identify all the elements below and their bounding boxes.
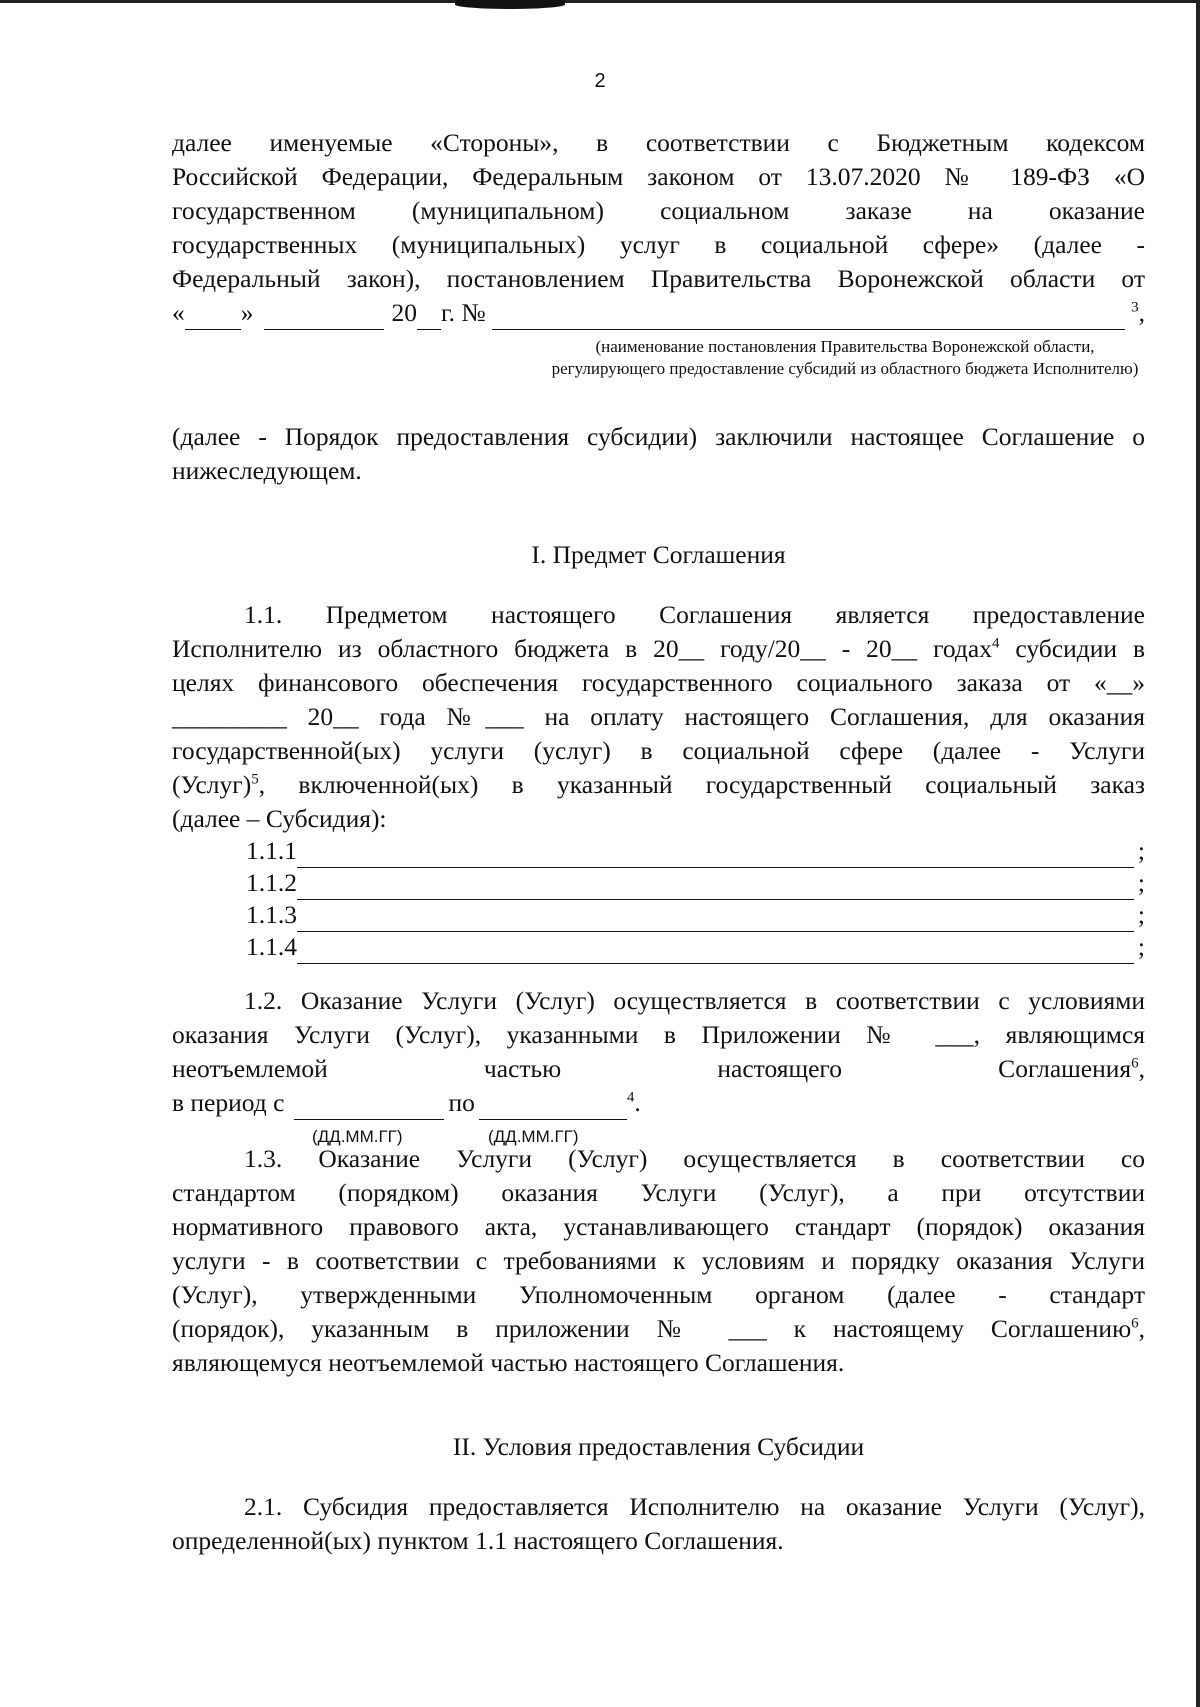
clause-1-1-line: (Услуг)$^5$, включенной(ых) в указанный государственный социальный заказ	[172, 770, 1145, 799]
period-end-blank	[479, 1095, 627, 1120]
clause-1-1-line: (далее – Субсидия):	[172, 804, 387, 833]
clause-1-2-line: оказания Услуги (Услуг), указанными в Приложении № ___, являющимся	[172, 1020, 1145, 1049]
clause-1-1-line: целях финансового обеспечения государственного социального заказа от «__»	[172, 668, 1145, 697]
clause-2-1-line: определенной(ых) пунктом 1.1 настоящего Соглашения.	[172, 1526, 784, 1555]
clause-1-3-line: 1.3. Оказание Услуги (Услуг) осуществляется в соответствии со	[244, 1144, 1145, 1173]
resolution-date-row	[172, 296, 1145, 330]
clause-2-1-line: 2.1. Субсидия предоставляется Исполнителю на оказание Услуги (Услуг),	[244, 1492, 1145, 1521]
scan-mark	[455, 0, 565, 9]
clause-1-3-line: нормативного правового акта, устанавливающего стандарт (порядок) оказания	[172, 1212, 1145, 1241]
clause-1-1-line: _________ 20__ года №___ на оплату настоящего Соглашения, для оказания	[172, 702, 1145, 731]
intro-line: Федеральный закон), постановлением Правительства Воронежской области от	[172, 264, 1145, 293]
item-row: 1.1.4 ;	[172, 932, 1145, 964]
number-label: г. №	[441, 298, 486, 327]
resolution-caption: (наименование постановления Правительства Воронежской области, регулирующего предоставление субсидий из областного бюджета Исполнителю)	[551, 337, 1139, 378]
clause-1-3-line: (Услуг), утвержденными Уполномоченным органом (далее - стандарт	[172, 1280, 1145, 1309]
period-mid: по	[448, 1088, 475, 1117]
clause-1-1-line: 1.1. Предметом настоящего Соглашения является предоставление	[244, 600, 1145, 629]
month-blank	[264, 305, 384, 330]
clause-1-3-line: услуги - в соответствии с требованиями к условиям и порядку оказания Услуги	[172, 1246, 1145, 1275]
section-2-title: II. Условия предоставления Субсидии	[452, 1432, 865, 1461]
intro-closing: (далее - Порядок предоставления субсидии) заключили настоящее Соглашение о нижеследующем.	[172, 422, 1145, 485]
clause-1-3-line: стандартом (порядком) оказания Услуги (Услуг), а при отсутствии	[172, 1178, 1145, 1207]
day-blank	[185, 305, 241, 330]
section-1-title: I. Предмет Соглашения	[531, 540, 786, 569]
clause-1-2-line: 1.2. Оказание Услуги (Услуг) осуществляется в соответствии с условиями	[244, 986, 1145, 1015]
clause-1-1-line: Исполнителю из областного бюджета в 20__ году/20__ - 20__ годах$^4$ субсидии в	[172, 634, 1145, 663]
clause-1-3-line: являющемуся неотъемлемой частью настоящего Соглашения.	[172, 1348, 845, 1377]
period-row	[172, 1086, 1145, 1120]
period-footnote: $^4$.	[626, 1088, 641, 1117]
period-start-blank	[294, 1095, 444, 1120]
intro-line: государственных (муниципальных) услуг в социальной сфере» (далее -	[172, 230, 1145, 259]
date-format-hint: (ДД.ММ.ГГ)	[312, 1127, 403, 1146]
resolution-number-blank	[492, 305, 1125, 330]
item-row: 1.1.3 ;	[172, 900, 1145, 932]
page-number: 2	[594, 70, 606, 92]
caption-wrap	[172, 330, 1145, 380]
period-prefix: в период с	[172, 1088, 285, 1117]
intro-line: далее именуемые «Стороны», в соответствии с Бюджетным кодексом	[172, 128, 1145, 157]
footnote-3: $^3$,	[1131, 298, 1145, 327]
intro-line: Российской Федерации, Федеральным законом от 13.07.2020 № 189-ФЗ «О	[172, 162, 1145, 191]
intro-line: государственном (муниципальном) социальном заказе на оказание	[172, 196, 1145, 225]
item-row: 1.1.2 ;	[172, 868, 1145, 900]
scan-border-top	[0, 0, 1200, 3]
date-open-quote: «	[172, 298, 185, 327]
item-row: 1.1.1 ;	[172, 836, 1145, 868]
clause-1-3-line: (порядок), указанным в приложении № ___ к настоящему Соглашению$^6$,	[172, 1314, 1145, 1343]
year-prefix: 20	[391, 298, 417, 327]
date-format-row	[172, 1120, 1145, 1146]
document-body	[172, 126, 1145, 1558]
date-close-quote: »	[240, 298, 254, 327]
year-blank	[417, 305, 441, 330]
scan-border-right	[1196, 0, 1200, 1707]
date-format-hint: (ДД.ММ.ГГ)	[488, 1127, 579, 1146]
clause-1-2-line: неотъемлемой частью настоящего Соглашения$^6$,	[172, 1054, 1145, 1083]
clause-1-1-line: государственной(ых) услуги (услуг) в социальной сфере (далее - Услуги	[172, 736, 1145, 765]
